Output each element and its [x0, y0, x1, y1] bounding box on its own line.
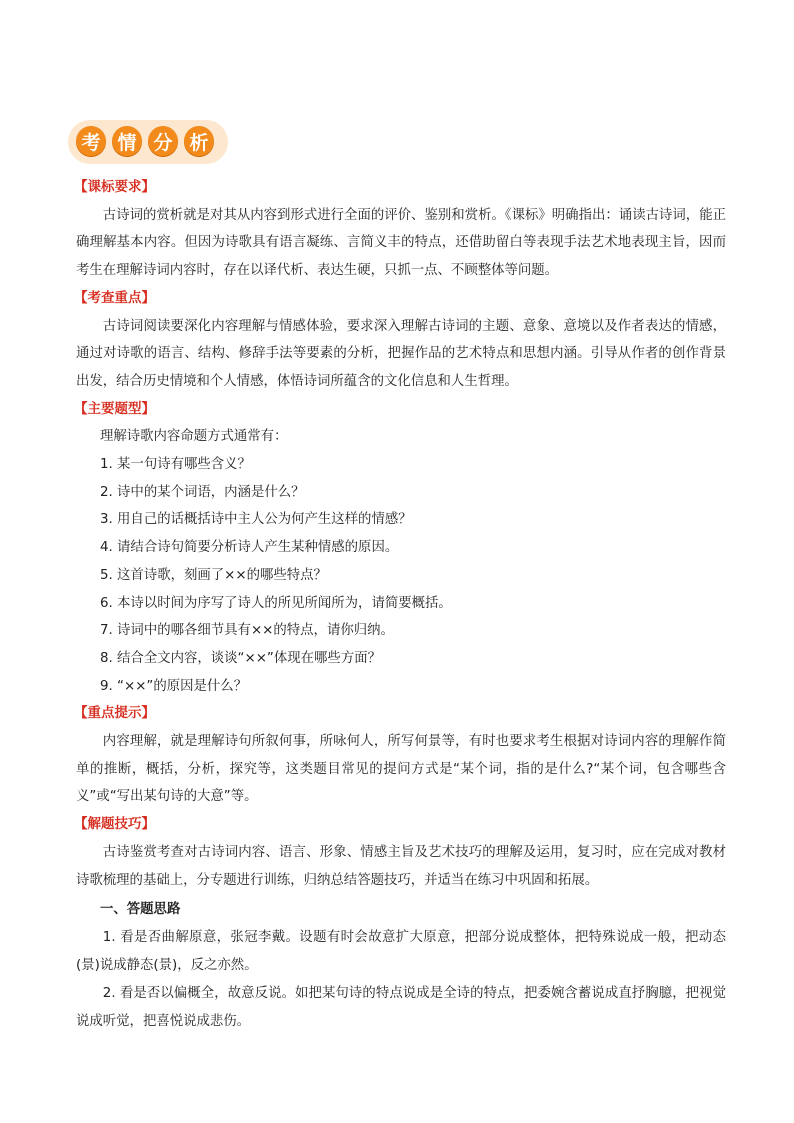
paragraph-kebiao: 古诗词的赏析就是对其从内容到形式进行全面的评价、鉴别和赏析。《课标》明确指出：诵读古诗词，能正确理解基本内容。但因为诗歌具有语言凝练、言简义丰的特点，还借助留白等表现手法艺术地表现主旨，因而考生在理解诗词内容时，存在以译代析、表达生硬，只抓一点、不顾整体等问题。	[76, 207, 726, 279]
paragraph-kaocha: 古诗词阅读要深化内容理解与情感体验，要求深入理解古诗词的主题、意象、意境以及作者表达的情感，通过对诗歌的语言、结构、修辞手法等要素的分析，把握作品的艺术特点和思想内涵。引导从作者的创作背景出发，结合历史情境和个人情感，体悟诗词所蕴含的文化信息和人生哲理。	[76, 318, 726, 389]
question-item: 9. “××”的原因是什么？	[100, 678, 248, 694]
subheading-answer-approach: 一、答题思路	[100, 902, 181, 918]
question-intro: 理解诗歌内容命题方式通常有：	[100, 429, 288, 445]
technique-point: 1. 看是否曲解原意，张冠李戴。设题有时会故意扩大原意，把部分说成整体，把特殊说成一般，把动态(景)说成静态(景)，反之亦然。	[76, 930, 726, 974]
question-item: 1. 某一句诗有哪些含义？	[100, 457, 251, 473]
badge-char: 考	[76, 126, 106, 156]
section-title-jiqiao: 【解题技巧】	[74, 816, 155, 833]
question-item: 3. 用自己的话概括诗中主人公为何产生这样的情感？	[100, 512, 412, 528]
question-item: 5. 这首诗歌，刻画了××的哪些特点？	[100, 567, 327, 583]
technique-point: 2. 看是否以偏概全，故意反说。如把某句诗的特点说成是全诗的特点，把委婉含蓄说成直抒胸臆，把视觉说成听觉，把喜悦说成悲伤。	[76, 986, 726, 1030]
question-item: 7. 诗词中的哪各细节具有××的特点，请你归纳。	[100, 623, 394, 639]
question-item: 6. 本诗以时间为序写了诗人的所见所闻所为，请简要概括。	[100, 595, 452, 611]
section-title-kaocha: 【考查重点】	[74, 289, 155, 306]
section-title-tishi: 【重点提示】	[74, 705, 155, 722]
badge-char: 分	[148, 126, 178, 156]
section-title-kebiao: 【课标要求】	[74, 179, 155, 195]
main-content	[76, 174, 726, 1036]
paragraph-jiqiao: 古诗鉴赏考查对古诗词内容、语言、形象、情感主旨及艺术技巧的理解及运用，复习时，应在完成对教材诗歌梳理的基础上，分专题进行训练，归纳总结答题技巧，并适当在练习中巩固和拓展。	[76, 844, 726, 888]
question-item: 2. 诗中的某个词语，内涵是什么？	[100, 484, 305, 500]
paragraph-tishi: 内容理解，就是理解诗句所叙何事，所咏何人，所写何景等，有时也要求考生根据对诗词内容的理解作简单的推断，概括，分析，探究等，这类题目常见的提问方式是“某个词，指的是什么?“某个词，包含哪些含义”或“写出某句诗的大意”等。	[76, 734, 726, 805]
badge-char: 析	[184, 126, 214, 156]
question-item: 8. 结合全文内容，谈谈“××”体现在哪些方面？	[100, 650, 381, 666]
section-title-tixing: 【主要题型】	[74, 400, 155, 417]
section-badge	[76, 124, 220, 158]
question-item: 4. 请结合诗句简要分析诗人产生某种情感的原因。	[100, 540, 399, 556]
badge-char: 情	[112, 126, 142, 156]
